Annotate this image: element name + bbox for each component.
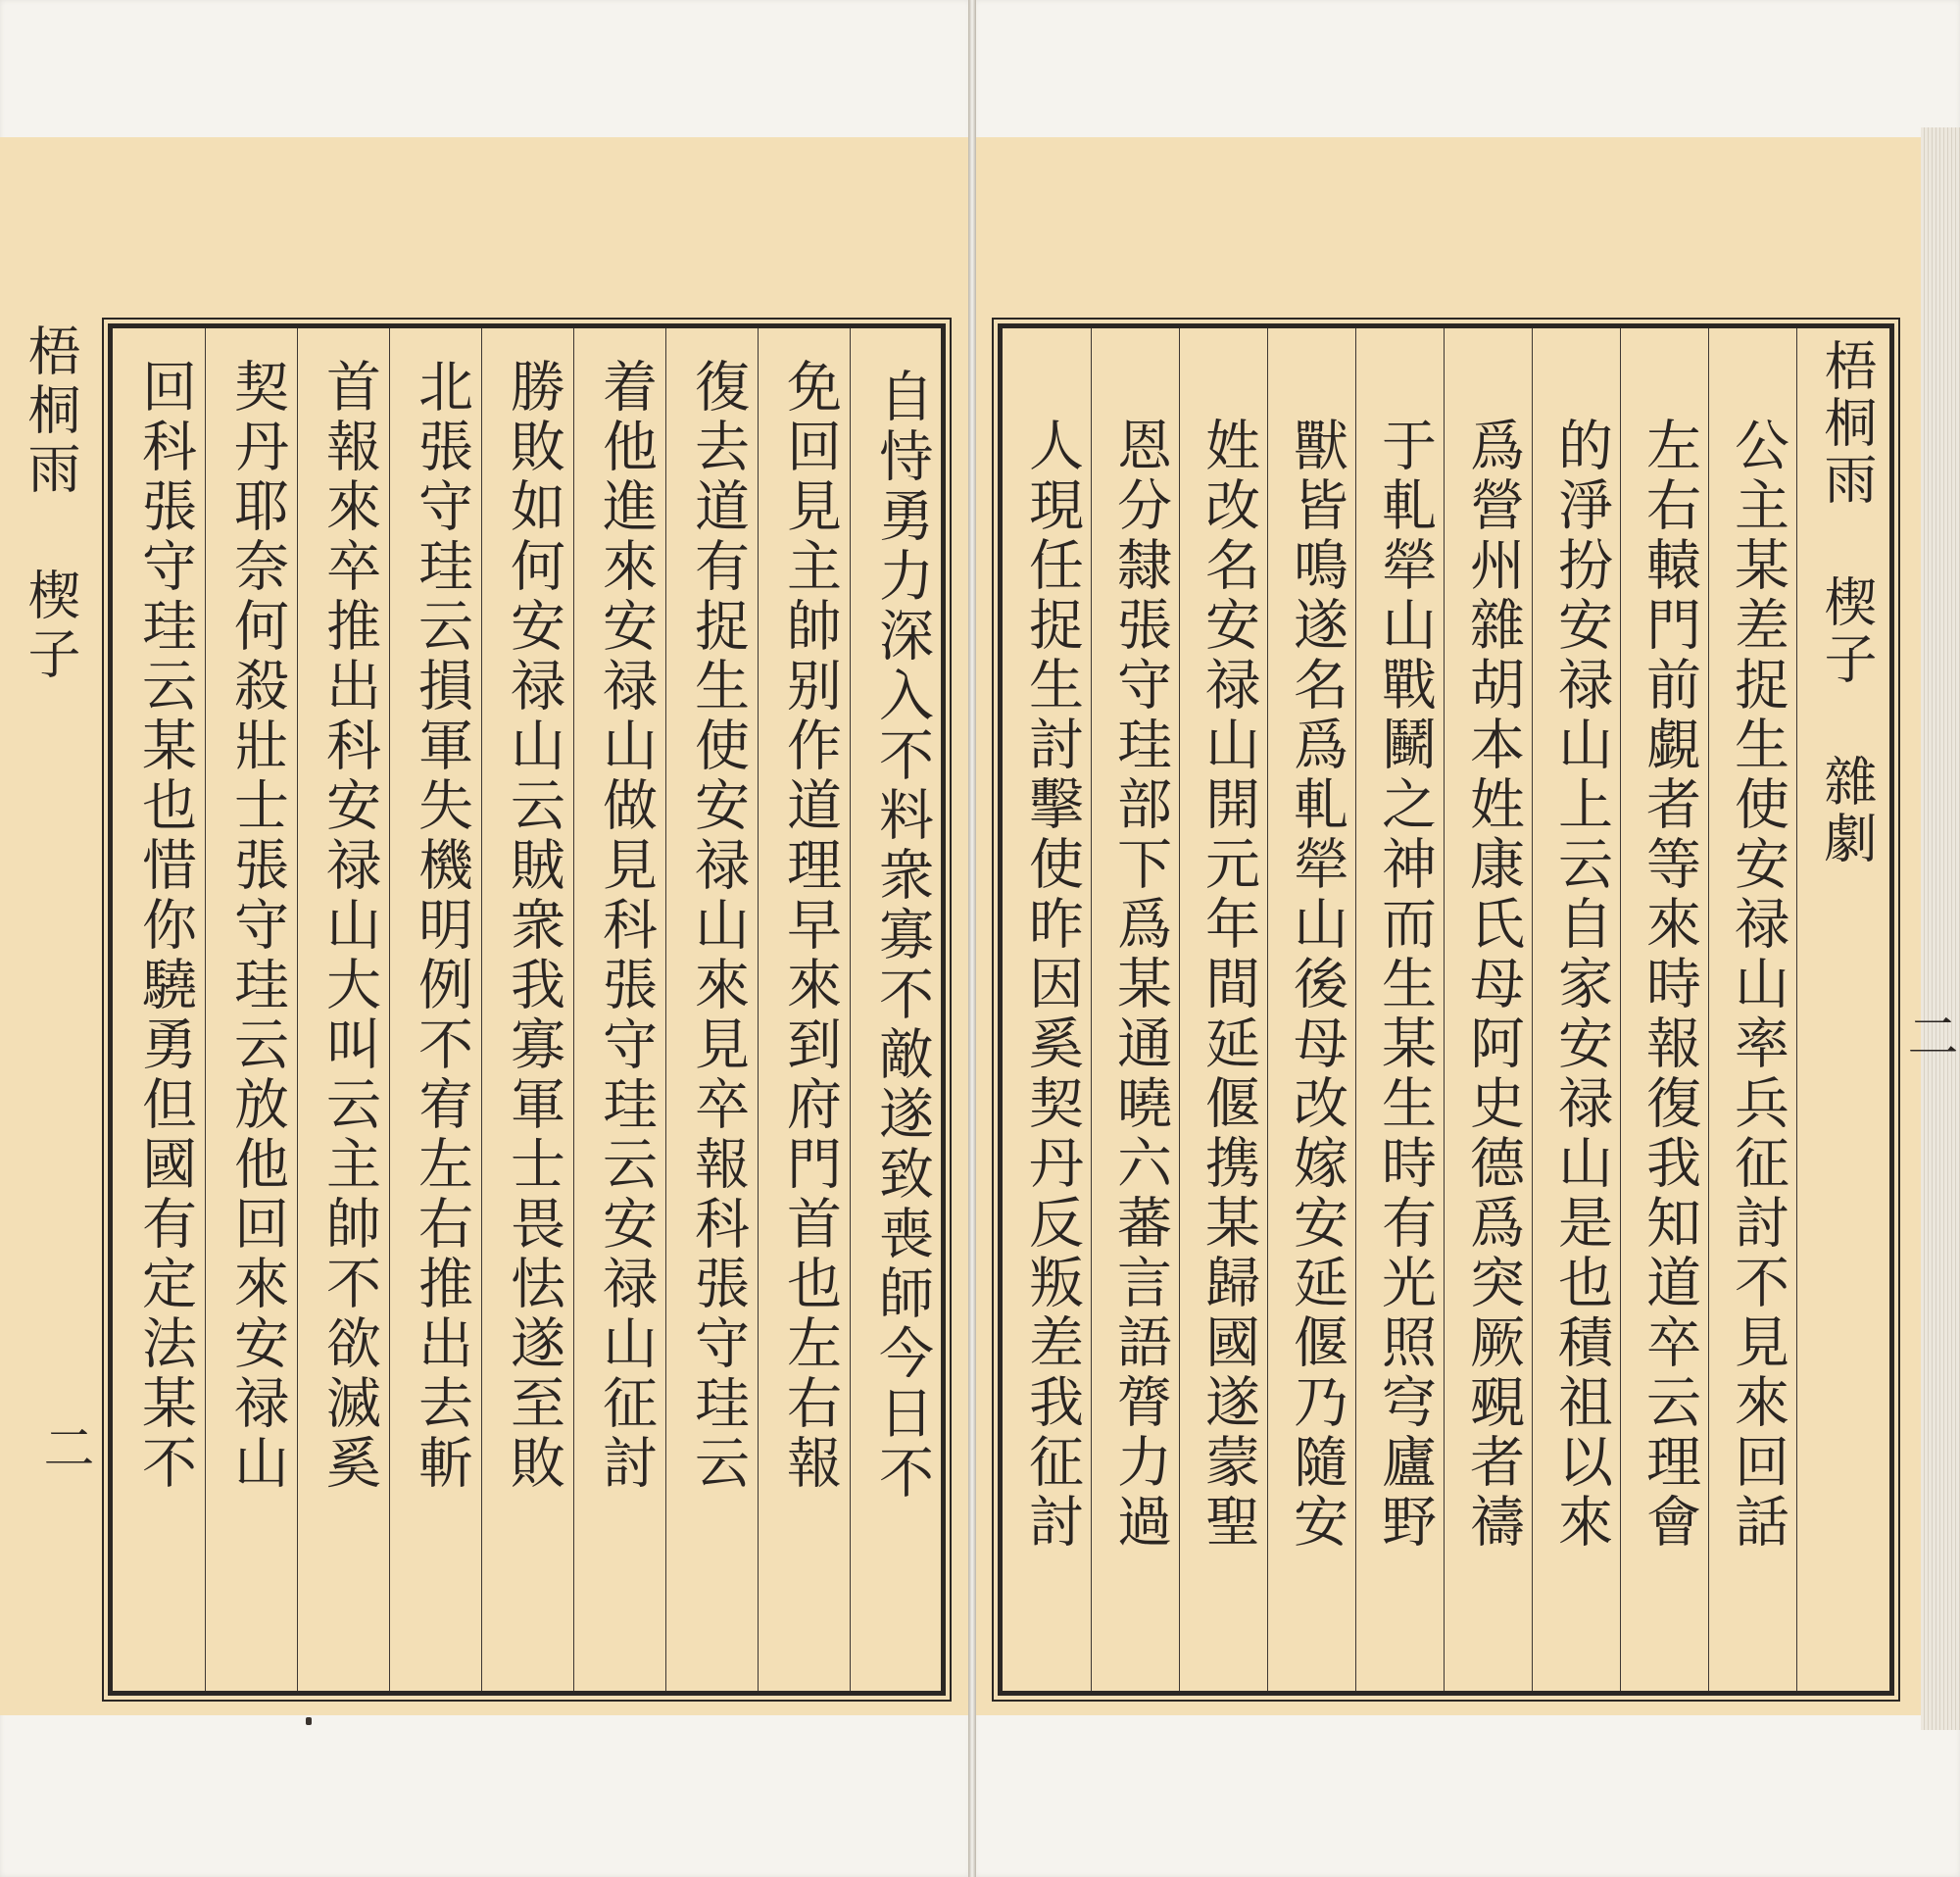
- page-edge-stack: [1921, 127, 1960, 1730]
- column-rule: [1620, 328, 1621, 1691]
- text-column: 首報來卒推出科安禄山大叫云主帥不欲滅奚: [318, 358, 381, 1494]
- column-rule: [573, 328, 574, 1691]
- ink-speck: [306, 1717, 312, 1725]
- column-rule: [665, 328, 666, 1691]
- column-rule: [481, 328, 482, 1691]
- text-column: 免回見主帥别作道理早來到府門首也左右報: [778, 358, 842, 1494]
- text-column: 姓改名安禄山開元年間延偃携某歸國遂蒙聖: [1197, 417, 1260, 1553]
- column-rule: [1355, 328, 1356, 1691]
- book-gutter: [968, 0, 976, 1877]
- text-column: 復去道有捉生使安禄山來見卒報科張守珪云: [686, 358, 750, 1494]
- column-rule: [297, 328, 298, 1691]
- page-heading: 梧桐雨 楔子 雜劇: [1816, 338, 1878, 867]
- column-rule: [1444, 328, 1445, 1691]
- column-rule: [1091, 328, 1092, 1691]
- text-column: 人現任捉生討擊使昨因奚契丹反叛差我征討: [1020, 417, 1084, 1553]
- right-text-frame: [998, 323, 1894, 1696]
- left-text-frame: [108, 323, 946, 1696]
- text-column: 公主某差捉生使安禄山率兵征討不見來回話: [1726, 417, 1789, 1553]
- text-column: 北張守珪云損軍失機明例不宥左右推出去斬: [410, 358, 473, 1494]
- column-rule: [205, 328, 206, 1691]
- text-column: 契丹耶奈何殺壯士張守珪云放他回來安禄山: [225, 358, 289, 1494]
- text-column: 着他進來安禄山做見科張守珪云安禄山征討: [594, 358, 658, 1494]
- column-rule: [1708, 328, 1709, 1691]
- column-rule: [1796, 328, 1797, 1691]
- text-column: 于軋犖山戰鬭之神而生某生時有光照穹廬野: [1373, 417, 1437, 1553]
- right-folio: 二: [1898, 1010, 1957, 1061]
- left-spine-title: 梧桐雨 楔子: [20, 323, 81, 685]
- text-column: 左右轅門前覷者等來時報復我知道卒云理會: [1638, 417, 1701, 1553]
- column-rule: [1532, 328, 1533, 1691]
- column-rule: [1179, 328, 1180, 1691]
- column-rule: [1267, 328, 1268, 1691]
- text-column: 爲營州雜胡本姓康氏母阿史德爲突厥覡者禱: [1461, 417, 1525, 1553]
- left-folio: 二: [34, 1421, 93, 1472]
- column-rule: [758, 328, 759, 1691]
- column-rule: [850, 328, 851, 1691]
- text-column: 恩分隸張守珪部下爲某通曉六蕃言語膂力過: [1108, 417, 1172, 1553]
- text-column: 的淨扮安禄山上云自家安禄山是也積祖以來: [1549, 417, 1613, 1553]
- text-column: 回科張守珪云某也惜你驍勇但國有定法某不: [133, 358, 197, 1494]
- text-column: 勝敗如何安禄山云賊衆我寡軍士畏怯遂至敗: [502, 358, 565, 1494]
- text-column: 獸皆鳴遂名爲軋犖山後母改嫁安延偃乃隨安: [1285, 417, 1348, 1553]
- text-column: 自恃勇力深入不料衆寡不敵遂致喪師今日不: [870, 368, 934, 1504]
- column-rule: [389, 328, 390, 1691]
